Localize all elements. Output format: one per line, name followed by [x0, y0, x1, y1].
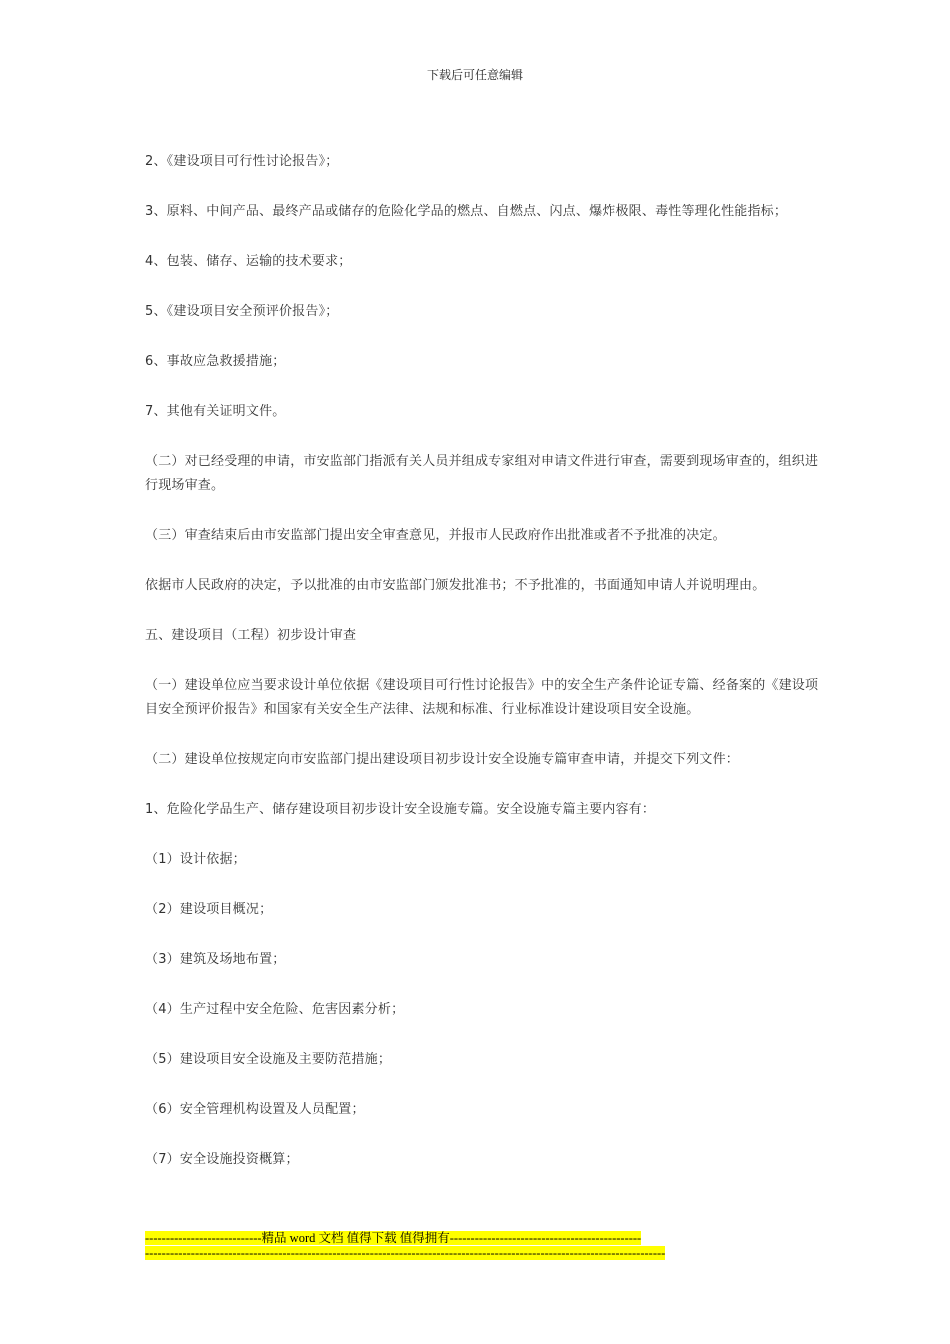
- paragraph-review-conclusion: （三）审查结束后由市安监部门提出安全审查意见，并报市人民政府作出批准或者不予批准的决定。: [145, 528, 726, 543]
- paragraph-item-4: 4、包装、储存、运输的技术要求；: [145, 254, 352, 269]
- list-item-hazard-analysis: （4）生产过程中安全危险、危害因素分析；: [145, 1002, 405, 1017]
- footer-banner-line-2: -----------------------------------------------------------------------------------------------------------------------------: [145, 1246, 666, 1260]
- list-item-project-overview: （2）建设项目概况；: [145, 902, 273, 917]
- paragraph-item-5: 5、《建设项目安全预评价报告》；: [145, 304, 339, 319]
- header-note: 下载后可任意编辑: [426, 68, 523, 82]
- list-item-management-setup: （6）安全管理机构设置及人员配置；: [145, 1102, 365, 1117]
- paragraph-government-decision: 依据市人民政府的决定，予以批准的由市安监部门颁发批准书；不予批准的，书面通知申请人并说明理由。: [145, 578, 766, 593]
- section-heading-preliminary-design: 五、建设项目（工程）初步设计审查: [145, 628, 357, 643]
- list-item-safety-measures: （5）建设项目安全设施及主要防范措施；: [145, 1052, 392, 1067]
- list-item-design-basis: （1）设计依据；: [145, 852, 246, 867]
- paragraph-item-2: 2、《建设项目可行性讨论报告》；: [145, 154, 339, 169]
- paragraph-safety-chapter: 1、危险化学品生产、储存建设项目初步设计安全设施专篇。安全设施专篇主要内容有：: [145, 802, 656, 817]
- paragraph-item-6: 6、事故应急救援措施；: [145, 354, 286, 369]
- list-item-site-layout: （3）建筑及场地布置；: [145, 952, 286, 967]
- footer-banner-line-1: ----------------------------精品 word 文档 值得下载 值得拥有----------------------------------------------: [145, 1231, 642, 1245]
- paragraph-item-7: 7、其他有关证明文件。: [145, 404, 286, 419]
- footer-banner: [145, 1231, 745, 1261]
- paragraph-design-basis: （一）建设单位应当要求设计单位依据《建设项目可行性讨论报告》中的安全生产条件论证专篇、经备案的《建设项目安全预评价报告》和国家有关安全生产法律、法规和标准、行业标准设计建设项目安全设施。: [145, 678, 819, 717]
- paragraph-item-3: 3、原料、中间产品、最终产品或储存的危险化学品的燃点、自燃点、闪点、爆炸极限、毒性等理化性能指标；: [145, 204, 788, 219]
- paragraph-submission: （二）建设单位按规定向市安监部门提出建设项目初步设计安全设施专篇审查申请，并提交下列文件：: [145, 752, 740, 767]
- paragraph-review-process: （二）对已经受理的申请，市安监部门指派有关人员并组成专家组对申请文件进行审查，需要到现场审查的，组织进行现场审查。: [145, 454, 819, 493]
- document-body: [145, 150, 825, 1198]
- list-item-investment-estimate: （7）安全设施投资概算；: [145, 1152, 299, 1167]
